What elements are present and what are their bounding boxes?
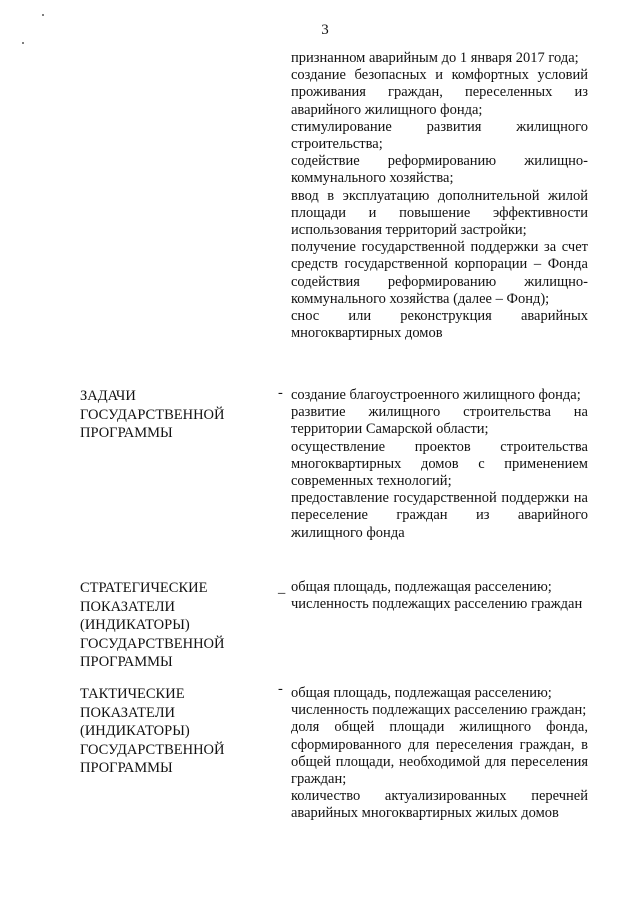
- section-item: общая площадь, подлежащая расселению;: [291, 579, 552, 595]
- section-item: предоставление государственной поддержки на переселение граждан из аварийного жилищного фонда: [291, 490, 588, 541]
- intro-item: ввод в эксплуатацию дополнительной жилой площади и повышение эффективности использования территорий застройки;: [291, 187, 588, 239]
- intro-item: признанном аварийным до 1 января 2017 года;: [291, 50, 579, 66]
- section-items-tactical-indicators: [291, 685, 588, 823]
- section-label-line: ТАКТИЧЕСКИЕ: [80, 686, 185, 702]
- section-dash: -: [278, 385, 283, 401]
- section-label-line: ПОКАЗАТЕЛИ: [80, 704, 176, 721]
- section-items-tasks: [291, 387, 588, 542]
- section-item: развитие жилищного строительства на территории Самарской области;: [291, 404, 588, 438]
- section-items-strategic-indicators: [291, 579, 588, 613]
- section-label-tasks: [80, 387, 270, 443]
- section-item: создание благоустроенного жилищного фонда;: [291, 387, 581, 403]
- section-label-strategic-indicators: [80, 579, 270, 672]
- scan-speck: [22, 42, 24, 44]
- section-label-line: ПРОГРАММЫ: [80, 654, 173, 671]
- section-label-line: (ИНДИКАТОРЫ): [80, 723, 190, 740]
- section-dash: _: [278, 580, 286, 596]
- intro-item: стимулирование развития жилищного строительства;: [291, 118, 588, 153]
- section-item: численность подлежащих расселению граждан: [291, 596, 583, 613]
- scan-speck: [42, 14, 44, 16]
- intro-item: создание безопасных и комфортных условий проживания граждан, переселенных из аварийного жилищного фонда;: [291, 67, 588, 118]
- section-label-line: ПОКАЗАТЕЛИ: [80, 598, 176, 615]
- intro-item: снос или реконструкция аварийных многоквартирных домов: [291, 308, 588, 342]
- section-label-line: ГОСУДАРСТВЕННОЙ: [80, 635, 225, 652]
- section-label-line: ПРОГРАММЫ: [80, 425, 173, 442]
- section-item: осуществление проектов строительства многоквартирных домов с применением современных технологий;: [291, 438, 588, 490]
- section-label-line: ПРОГРАММЫ: [80, 760, 173, 777]
- section-label-tactical-indicators: [80, 685, 270, 778]
- section-label-line: СТРАТЕГИЧЕСКИЕ: [80, 580, 208, 596]
- section-label-line: (ИНДИКАТОРЫ): [80, 617, 190, 634]
- section-item: численность подлежащих расселению граждан;: [291, 702, 587, 719]
- page-number: 3: [321, 22, 329, 38]
- section-label-line: ЗАДАЧИ: [80, 388, 136, 404]
- section-label-line: ГОСУДАРСТВЕННОЙ: [80, 741, 225, 758]
- intro-item: содействие реформированию жилищно-коммунального хозяйства;: [291, 153, 588, 187]
- section-dash: -: [278, 681, 283, 697]
- section-label-line: ГОСУДАРСТВЕННОЙ: [80, 406, 225, 423]
- intro-goals-list: [291, 50, 588, 342]
- intro-item: получение государственной поддержки за счет средств государственной корпорации – Фонда содействия реформированию жилищно-коммунального хозяйства (далее – Фонд);: [291, 239, 588, 307]
- section-item: общая площадь, подлежащая расселению;: [291, 685, 552, 701]
- section-item: количество актуализированных перечней аварийных многоквартирных жилых домов: [291, 788, 588, 822]
- section-item: доля общей площади жилищного фонда, сформированного для переселения граждан, в общей площади, необходимой для переселения граждан;: [291, 719, 588, 788]
